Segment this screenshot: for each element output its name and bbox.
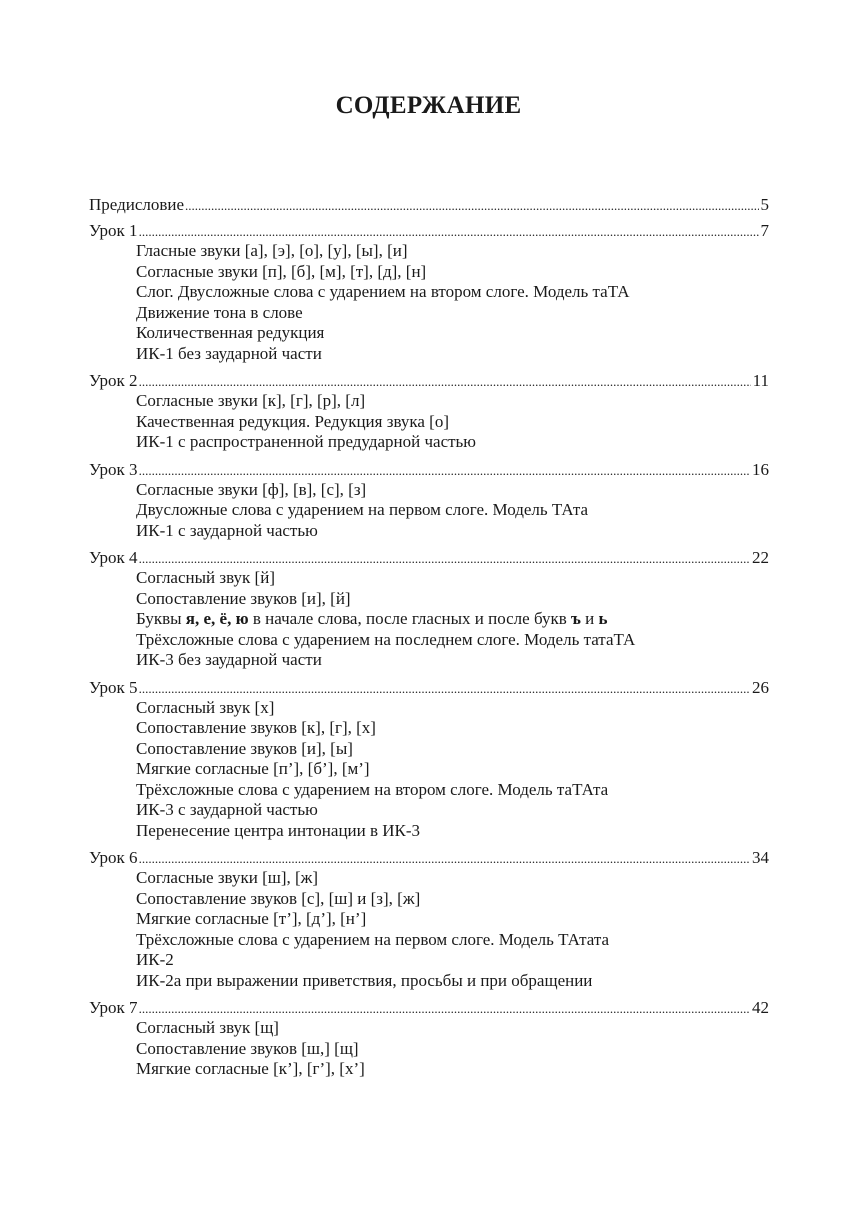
toc-entry xyxy=(89,459,769,480)
toc-subitem: Количественная редукция xyxy=(136,323,325,342)
toc-entry-label: Урок 4 xyxy=(89,548,138,567)
toc-subitem-part: ъ xyxy=(571,609,581,628)
toc-subitem: Гласные звуки [а], [э], [о], [у], [ы], [и] xyxy=(136,241,408,260)
toc-entry xyxy=(89,847,769,868)
toc-subitem: Сопоставление звуков [и], [ы] xyxy=(136,738,353,758)
dot-leader xyxy=(139,998,750,1019)
toc-subitem-part: и xyxy=(580,609,599,628)
dot-leader xyxy=(139,548,750,569)
toc-subitem: Мягкие согласные [к’], [г’], [х’] xyxy=(136,1059,365,1078)
toc-subitem: ИК-2 xyxy=(136,950,174,969)
toc-subitem: Движение тона в слове xyxy=(136,302,303,322)
toc-subitem-part: в начале слова, после гласных и после букв xyxy=(248,609,571,628)
toc-page-number: 16 xyxy=(752,459,769,479)
toc-subitem: Сопоставление звуков [ш,] [щ] xyxy=(136,1038,359,1058)
toc-page-number: 5 xyxy=(760,195,769,214)
toc-entry-label: Урок 2 xyxy=(89,371,138,390)
toc-subitem: Мягкие согласные [т’], [д’], [н’] xyxy=(136,909,367,928)
dot-leader xyxy=(139,678,750,699)
toc-page-number: 26 xyxy=(752,677,769,697)
toc-subitem: Трёхсложные слова с ударением на втором слоге. Модель таТАта xyxy=(136,779,609,799)
toc-subitem: Качественная редукция. Редукция звука [о] xyxy=(136,411,450,431)
dot-leader xyxy=(139,221,759,242)
toc-subitem: Согласные звуки [ш], [ж] xyxy=(136,868,319,887)
toc-subitem: Согласный звук [й] xyxy=(136,568,275,587)
toc-section xyxy=(89,370,769,453)
toc-entry xyxy=(89,547,769,568)
dot-leader xyxy=(139,848,750,869)
toc-section xyxy=(89,194,769,215)
toc-entry xyxy=(89,194,769,215)
toc-subitem: Согласный звук [х] xyxy=(136,697,275,717)
dot-leader xyxy=(139,371,751,392)
toc-entry-label: Предисловие xyxy=(89,195,185,214)
toc-subitem: Трёхсложные слова с ударением на первом слоге. Модель ТАтата xyxy=(136,929,610,949)
toc-subitem: Перенесение центра интонации в ИК-3 xyxy=(136,820,421,840)
toc-subitem: ИК-1 без заударной части xyxy=(136,343,322,363)
toc-subitem: Слог. Двусложные слова с ударением на втором слоге. Модель таТА xyxy=(136,282,630,301)
toc-section xyxy=(89,677,769,842)
toc-subitem: Согласные звуки [ф], [в], [с], [з] xyxy=(136,479,367,499)
toc-entry xyxy=(89,370,769,391)
toc-subitem: ИК-2а при выражении приветствия, просьбы и при обращении xyxy=(136,970,593,990)
dot-leader xyxy=(139,460,750,481)
toc-subitem: Сопоставление звуков [с], [ш] и [з], [ж] xyxy=(136,888,421,908)
toc-subitem: Трёхсложные слова с ударением на последнем слоге. Модель татаТА xyxy=(136,629,636,649)
toc-subitem: Согласные звуки [п], [б], [м], [т], [д], [н] xyxy=(136,261,427,281)
toc-section xyxy=(89,997,769,1080)
toc-subitem: Согласные звуки [к], [г], [р], [л] xyxy=(136,391,366,410)
toc-subitem: ИК-1 с заударной частью xyxy=(136,520,318,540)
toc-entry xyxy=(89,220,769,241)
toc-subitem: ИК-1 с распространенной предударной частью xyxy=(136,432,477,451)
toc-section xyxy=(89,459,769,542)
toc-entry-label: Урок 3 xyxy=(89,459,138,479)
toc-subitem: ИК-3 без заударной части xyxy=(136,650,322,669)
table-of-contents xyxy=(89,194,769,1086)
dot-leader xyxy=(185,195,758,216)
toc-subitem-part: я, е, ё, ю xyxy=(185,609,249,628)
toc-subitem: Сопоставление звуков [к], [г], [х] xyxy=(136,718,376,737)
toc-entry-label: Урок 5 xyxy=(89,677,138,697)
toc-section xyxy=(89,847,769,991)
toc-subitem: Двусложные слова с ударением на первом слоге. Модель ТАта xyxy=(136,500,589,519)
toc-subitem-part: Буквы xyxy=(136,609,186,628)
toc-page-number: 11 xyxy=(752,371,769,390)
toc-page-number: 42 xyxy=(752,998,769,1017)
toc-entry xyxy=(89,997,769,1018)
toc-section xyxy=(89,547,769,671)
toc-subitem xyxy=(89,609,769,630)
toc-subitem-part: ь xyxy=(598,609,608,628)
toc-entry-label: Урок 1 xyxy=(89,221,138,240)
toc-page-number: 34 xyxy=(752,848,769,867)
toc-page-number: 22 xyxy=(752,548,769,567)
toc-page-number: 7 xyxy=(760,221,769,240)
toc-entry-label: Урок 6 xyxy=(89,848,138,867)
toc-section xyxy=(89,220,769,364)
toc-subitem: Согласный звук [щ] xyxy=(136,1018,279,1037)
toc-subitem: Мягкие согласные [п’], [б’], [м’] xyxy=(136,759,370,778)
toc-entry xyxy=(89,677,769,698)
page-title: СОДЕРЖАНИЕ xyxy=(335,92,522,119)
toc-entry-label: Урок 7 xyxy=(89,998,138,1017)
toc-subitem: Сопоставление звуков [и], [й] xyxy=(136,588,351,608)
toc-subitem: ИК-3 с заударной частью xyxy=(136,800,318,819)
